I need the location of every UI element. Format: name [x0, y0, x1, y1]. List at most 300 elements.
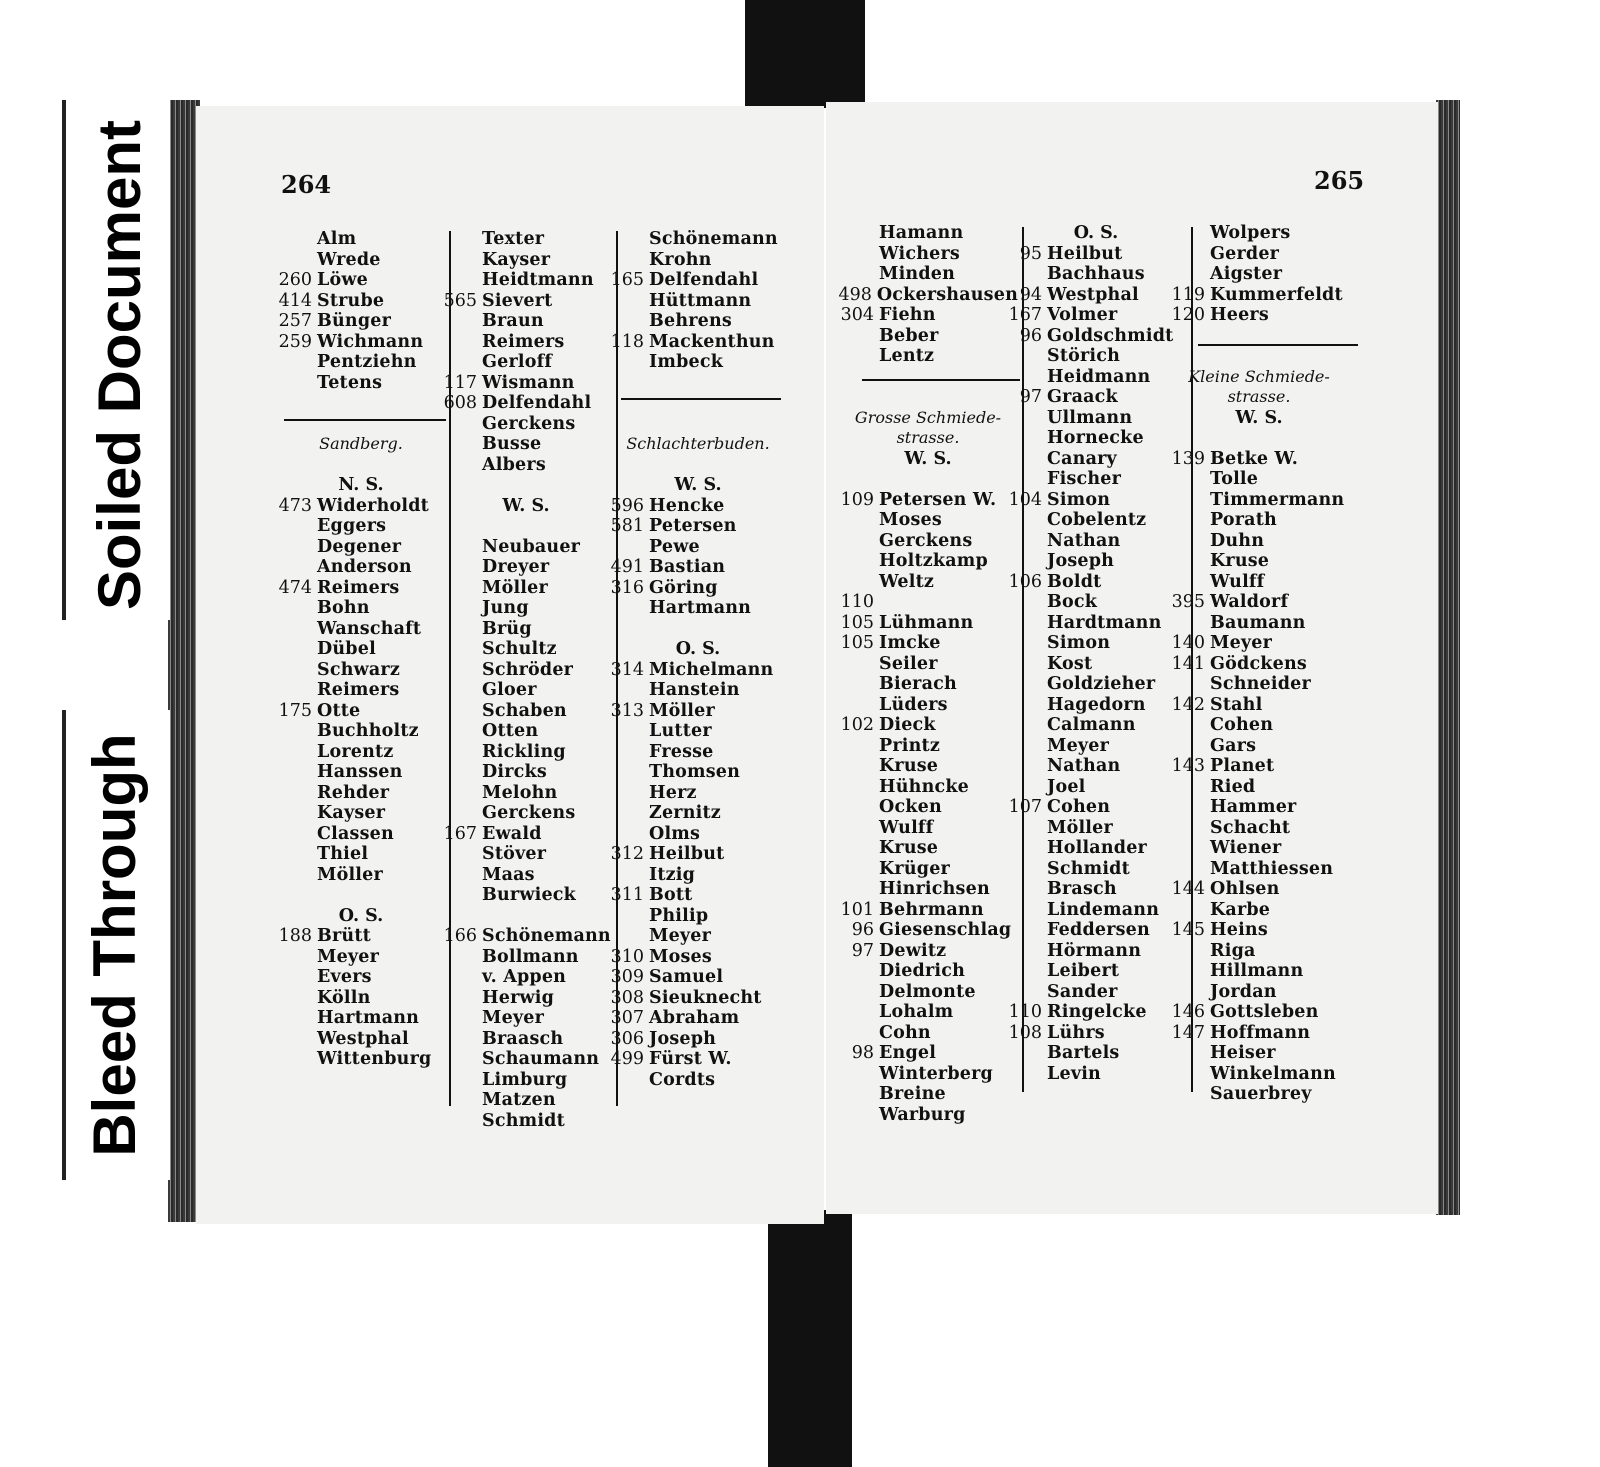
- list-item: [276, 373, 446, 394]
- list-item: [441, 701, 611, 722]
- list-item: [838, 920, 1018, 941]
- house-number: [608, 783, 649, 804]
- binding-strip-bottom: [768, 1210, 852, 1467]
- house-number: [608, 352, 649, 373]
- spacer: [276, 455, 446, 476]
- resident-name: Stahl: [1210, 694, 1263, 715]
- resident-name: Engel: [879, 1043, 937, 1063]
- list-item: [1169, 715, 1349, 736]
- resident-name: Gerckens: [482, 803, 576, 823]
- house-number: [441, 537, 482, 558]
- house-number: [1169, 469, 1210, 490]
- resident-name: Kummerfeldt: [1210, 284, 1343, 305]
- list-item: [1006, 510, 1186, 531]
- house-number: 142: [1171, 694, 1205, 715]
- resident-name: Karbe: [1210, 899, 1271, 920]
- list-item: [838, 1043, 1018, 1064]
- house-number: [838, 223, 879, 244]
- resident-name: Leibert: [1047, 961, 1120, 981]
- resident-name: Braun: [482, 311, 544, 331]
- spacer: [1169, 326, 1349, 347]
- house-number: 498: [838, 284, 872, 305]
- list-item: [1169, 1002, 1349, 1023]
- house-number: [1006, 941, 1047, 962]
- resident-name: Schröder: [482, 659, 574, 680]
- house-number: 97: [1019, 387, 1042, 407]
- house-number: [276, 988, 317, 1009]
- resident-name: Meyer: [1047, 735, 1110, 756]
- house-number: [838, 982, 879, 1003]
- resident-name: Sauerbrey: [1210, 1084, 1312, 1104]
- list-item: [1006, 838, 1186, 859]
- house-number: 310: [610, 946, 644, 967]
- house-number: [608, 906, 649, 927]
- resident-name: Widerholdt: [317, 495, 429, 516]
- list-item: [441, 332, 611, 353]
- resident-name: Ohlsen: [1210, 879, 1280, 899]
- section-heading: Grosse Schmiede-: [854, 407, 1002, 427]
- column: [1006, 223, 1186, 1084]
- list-item: [1169, 592, 1349, 613]
- house-number: [1006, 531, 1047, 552]
- house-number: [1006, 674, 1047, 695]
- resident-name: Limburg: [482, 1069, 568, 1090]
- resident-name: Olms: [649, 823, 701, 844]
- house-number: [1169, 941, 1210, 962]
- resident-name: Betke W.: [1210, 448, 1298, 469]
- resident-name: Löwe: [317, 270, 368, 290]
- house-number: [1006, 715, 1047, 736]
- list-item: [1169, 633, 1349, 654]
- list-item: [441, 783, 611, 804]
- house-number: [1006, 900, 1047, 921]
- house-number: [276, 803, 317, 824]
- resident-name: Schneider: [1210, 674, 1311, 694]
- resident-name: Göring: [649, 577, 718, 598]
- house-number: 104: [1008, 489, 1042, 510]
- list-item: [838, 490, 1018, 511]
- list-item: [838, 941, 1018, 962]
- house-number: [276, 229, 317, 250]
- list-item: [1169, 838, 1349, 859]
- house-number: [838, 1064, 879, 1085]
- resident-name: Ringelcke: [1047, 1002, 1147, 1022]
- list-item: [1169, 674, 1349, 695]
- list-item: [608, 721, 788, 742]
- resident-name: Störich: [1047, 346, 1121, 366]
- list-item: [441, 721, 611, 742]
- list-item: [838, 346, 1018, 367]
- section-heading: O. S.: [675, 639, 721, 659]
- resident-name: Kruse: [879, 756, 939, 776]
- spacer: [441, 906, 611, 927]
- list-item: [838, 736, 1018, 757]
- list-item: [441, 988, 611, 1009]
- resident-name: Gerder: [1210, 243, 1280, 264]
- list-item: [608, 947, 788, 968]
- house-number: [1169, 531, 1210, 552]
- list-item: [838, 613, 1018, 634]
- house-number: [441, 1090, 482, 1111]
- spacer: [441, 516, 611, 537]
- list-item: [276, 619, 446, 640]
- resident-name: Hollander: [1047, 838, 1147, 858]
- list-item: [1006, 469, 1186, 490]
- resident-name: Wulff: [879, 817, 934, 838]
- house-number: 312: [610, 844, 644, 864]
- house-number: [1006, 838, 1047, 859]
- house-number: 474: [278, 577, 312, 598]
- resident-name: Hammer: [1210, 797, 1297, 817]
- house-number: [276, 947, 317, 968]
- list-item: [1169, 551, 1349, 572]
- resident-name: Gars: [1210, 735, 1257, 756]
- house-number: 145: [1171, 920, 1205, 940]
- spacer: [838, 469, 1018, 490]
- house-number: [608, 824, 649, 845]
- list-item: [1169, 305, 1349, 326]
- list-item: [1169, 982, 1349, 1003]
- resident-name: Meyer: [649, 926, 712, 946]
- resident-name: Schultz: [482, 639, 557, 659]
- house-number: [1006, 736, 1047, 757]
- left-page: [196, 106, 824, 1224]
- list-item: [838, 756, 1018, 777]
- house-number: [441, 250, 482, 271]
- list-item: [838, 1002, 1018, 1023]
- list-item: [1169, 572, 1349, 593]
- list-item: [276, 1008, 446, 1029]
- house-number: [276, 680, 317, 701]
- house-number: [1006, 613, 1047, 634]
- resident-name: Bock: [1047, 592, 1098, 612]
- house-number: 94: [1019, 284, 1042, 305]
- resident-name: Krohn: [649, 249, 712, 270]
- resident-name: Diedrich: [879, 961, 966, 981]
- spacer: [276, 393, 446, 414]
- section-heading: N. S.: [338, 475, 384, 495]
- resident-name: Heins: [1210, 920, 1268, 940]
- resident-name: Breine: [879, 1084, 946, 1104]
- house-number: [276, 783, 317, 804]
- list-item: [276, 516, 446, 537]
- house-number: [838, 859, 879, 880]
- house-number: [838, 961, 879, 982]
- list-item: [608, 1049, 788, 1070]
- resident-name: Warburg: [879, 1104, 966, 1125]
- resident-name: Joseph: [649, 1028, 717, 1049]
- list-item: [441, 1029, 611, 1050]
- resident-name: Möller: [482, 577, 548, 598]
- resident-name: Gerloff: [482, 352, 553, 372]
- house-number: [838, 551, 879, 572]
- house-number: [441, 721, 482, 742]
- house-number: [1169, 490, 1210, 511]
- house-number: [1006, 469, 1047, 490]
- list-item: [838, 695, 1018, 716]
- resident-name: Gerckens: [879, 530, 973, 551]
- spacer: [838, 387, 1018, 408]
- house-number: [441, 1111, 482, 1132]
- resident-name: Joseph: [1047, 551, 1115, 571]
- resident-name: v. Appen: [482, 967, 567, 987]
- resident-name: Baumann: [1210, 612, 1306, 633]
- section-heading: Kleine Schmiede-: [1188, 366, 1330, 386]
- resident-name: Feddersen: [1047, 920, 1150, 940]
- house-number: [441, 352, 482, 373]
- list-item: [441, 967, 611, 988]
- list-item: [276, 967, 446, 988]
- resident-name: Aigster: [1210, 264, 1283, 284]
- list-item: [441, 1008, 611, 1029]
- resident-name: Fürst W.: [649, 1049, 732, 1069]
- house-number: [1169, 715, 1210, 736]
- house-number: [1006, 449, 1047, 470]
- resident-name: Gödckens: [1210, 653, 1307, 674]
- resident-name: Heilbut: [1047, 243, 1123, 264]
- resident-name: Bastian: [649, 557, 726, 577]
- house-number: [608, 311, 649, 332]
- list-item: [276, 250, 446, 271]
- list-item: [441, 660, 611, 681]
- resident-name: Meyer: [317, 946, 380, 967]
- list-item: [441, 1049, 611, 1070]
- resident-name: Fiehn: [879, 305, 936, 325]
- house-number: [1169, 900, 1210, 921]
- house-number: 311: [610, 885, 644, 905]
- list-item: [1006, 367, 1186, 388]
- resident-name: Thiel: [317, 844, 369, 864]
- list-item: [441, 885, 611, 906]
- house-number: 260: [278, 270, 312, 290]
- list-item: [838, 223, 1018, 244]
- house-number: [608, 291, 649, 312]
- house-number: [441, 557, 482, 578]
- house-number: 395: [1171, 592, 1205, 612]
- resident-name: Lührs: [1047, 1022, 1105, 1043]
- resident-name: Hagedorn: [1047, 694, 1146, 715]
- resident-name: Lutter: [649, 721, 712, 741]
- resident-name: Reimers: [317, 577, 400, 598]
- house-number: [838, 736, 879, 757]
- list-item: [608, 578, 788, 599]
- house-number: 141: [1171, 653, 1205, 674]
- house-number: 105: [840, 612, 874, 633]
- resident-name: Bachhaus: [1047, 264, 1145, 284]
- list-item: [1169, 490, 1349, 511]
- column: [838, 223, 1018, 1125]
- house-number: [441, 783, 482, 804]
- house-number: 147: [1171, 1022, 1205, 1043]
- house-number: [1006, 961, 1047, 982]
- list-item: [608, 516, 788, 537]
- list-item: [441, 824, 611, 845]
- resident-name: Timmermann: [1210, 489, 1345, 510]
- resident-name: Bierach: [879, 674, 957, 694]
- resident-name: Thomsen: [649, 762, 741, 782]
- list-item: [838, 838, 1018, 859]
- resident-name: Rickling: [482, 741, 566, 762]
- house-number: [276, 352, 317, 373]
- list-item: [276, 1049, 446, 1070]
- list-item: [441, 844, 611, 865]
- resident-name: Schacht: [1210, 817, 1291, 838]
- house-number: [1169, 961, 1210, 982]
- list-item: [608, 496, 788, 517]
- resident-name: Cohen: [1210, 715, 1274, 735]
- section-heading: W. S.: [502, 495, 550, 516]
- resident-name: Hoffmann: [1210, 1022, 1311, 1043]
- list-item: [1169, 1064, 1349, 1085]
- house-number: [838, 531, 879, 552]
- resident-name: Burwieck: [482, 885, 576, 905]
- list-item: [1169, 1023, 1349, 1044]
- house-number: 106: [1008, 571, 1042, 592]
- house-number: 140: [1171, 633, 1205, 653]
- resident-name: Kölln: [317, 987, 371, 1008]
- resident-name: Busse: [482, 434, 542, 454]
- resident-name: Reimers: [482, 331, 565, 352]
- resident-name: Minden: [879, 264, 956, 284]
- resident-name: Dreyer: [482, 557, 550, 577]
- list-item: [1006, 674, 1186, 695]
- list-item: [1006, 695, 1186, 716]
- house-number: [608, 250, 649, 271]
- list-item: [1006, 305, 1186, 326]
- list-item: [1006, 1064, 1186, 1085]
- resident-name: Tetens: [317, 372, 383, 393]
- house-number: [441, 762, 482, 783]
- house-number: [1006, 1064, 1047, 1085]
- resident-name: Schmidt: [482, 1110, 565, 1131]
- list-item: [608, 291, 788, 312]
- house-number: [1169, 797, 1210, 818]
- list-item: [838, 797, 1018, 818]
- column: [1169, 223, 1349, 1105]
- list-item: [1169, 223, 1349, 244]
- resident-name: Wismann: [482, 372, 575, 393]
- list-item: [1169, 510, 1349, 531]
- house-number: [276, 824, 317, 845]
- list-item: [441, 270, 611, 291]
- house-number: [276, 762, 317, 783]
- resident-name: Bohn: [317, 598, 370, 618]
- resident-name: Tolle: [1210, 469, 1259, 489]
- resident-name: Hartmann: [317, 1008, 420, 1028]
- list-item: [608, 988, 788, 1009]
- house-number: [608, 865, 649, 886]
- house-number: 306: [610, 1028, 644, 1049]
- list-item: [276, 680, 446, 701]
- resident-name: Wolpers: [1210, 223, 1291, 243]
- list-item: [441, 557, 611, 578]
- house-number: [1006, 367, 1047, 388]
- list-item: [608, 250, 788, 271]
- list-item: [838, 961, 1018, 982]
- house-number: [276, 250, 317, 271]
- resident-name: Goldschmidt: [1047, 325, 1174, 346]
- spacer: [1169, 428, 1349, 449]
- resident-name: Herz: [649, 782, 697, 803]
- house-number: [1006, 859, 1047, 880]
- resident-name: Ocken: [879, 797, 942, 817]
- resident-name: Duhn: [1210, 530, 1265, 551]
- list-item: [276, 865, 446, 886]
- resident-name: Delmonte: [879, 981, 976, 1002]
- resident-name: Printz: [879, 735, 940, 756]
- column: [608, 229, 788, 1090]
- list-item: [1006, 961, 1186, 982]
- resident-name: Wittenburg: [317, 1049, 432, 1069]
- house-number: [1169, 264, 1210, 285]
- resident-name: Behrmann: [879, 899, 984, 920]
- house-number: [441, 1008, 482, 1029]
- list-item: [276, 598, 446, 619]
- list-item: [608, 824, 788, 845]
- house-number: [276, 537, 317, 558]
- list-item: [608, 537, 788, 558]
- list-item: [276, 926, 446, 947]
- house-number: [1006, 818, 1047, 839]
- house-number: 120: [1171, 305, 1205, 325]
- house-number: [1169, 551, 1210, 572]
- spacer: [608, 414, 788, 435]
- resident-name: Boldt: [1047, 571, 1102, 592]
- house-number: 167: [443, 823, 477, 844]
- list-item: [1006, 449, 1186, 470]
- house-number: [276, 557, 317, 578]
- house-number: 257: [278, 311, 312, 331]
- house-number: 175: [278, 700, 312, 721]
- house-number: [1006, 920, 1047, 941]
- resident-name: Dircks: [482, 762, 547, 782]
- resident-name: Classen: [317, 823, 394, 844]
- resident-name: Meyer: [1210, 633, 1273, 653]
- list-item: [276, 291, 446, 312]
- resident-name: Ockershausen: [876, 284, 1018, 305]
- house-number: 309: [610, 967, 644, 987]
- resident-name: Melohn: [482, 782, 558, 803]
- list-item: [276, 496, 446, 517]
- spacer: [441, 475, 611, 496]
- house-number: [276, 967, 317, 988]
- list-item: [276, 1029, 446, 1050]
- list-item: [608, 332, 788, 353]
- resident-name: Wiener: [1210, 838, 1282, 858]
- resident-name: Cobelentz: [1047, 510, 1147, 530]
- resident-name: Pentziehn: [317, 352, 417, 372]
- list-item: [838, 1105, 1018, 1126]
- resident-name: Schaben: [482, 700, 567, 721]
- house-number: [608, 229, 649, 250]
- list-item: [1006, 1002, 1186, 1023]
- house-number: [441, 619, 482, 640]
- resident-name: Petersen W.: [879, 489, 997, 510]
- list-item: [838, 551, 1018, 572]
- list-item: [1006, 941, 1186, 962]
- list-item: [608, 926, 788, 947]
- list-item: [1006, 408, 1186, 429]
- list-item: [838, 859, 1018, 880]
- resident-name: Hanssen: [317, 762, 403, 782]
- resident-name: Bollmann: [482, 946, 579, 967]
- resident-name: Cohen: [1047, 797, 1111, 817]
- list-item: [838, 326, 1018, 347]
- spacer: [608, 393, 788, 414]
- resident-name: Nathan: [1047, 530, 1121, 551]
- list-item: [838, 531, 1018, 552]
- list-item: [1169, 695, 1349, 716]
